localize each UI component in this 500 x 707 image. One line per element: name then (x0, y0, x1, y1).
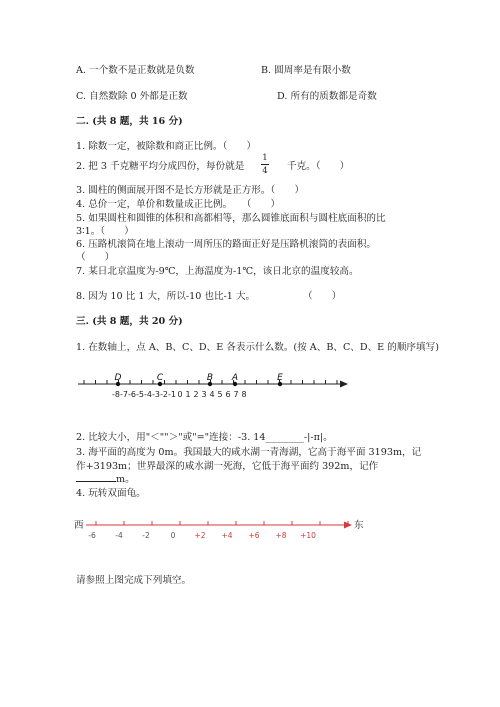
answer-blank[interactable] (76, 472, 116, 482)
number-line-1-tick-label: -5 (136, 390, 144, 399)
sec2-question-8-paren: （ ） (303, 291, 342, 302)
sec2-question-6-line2: （ ） (76, 252, 115, 263)
fraction-denominator: 4 (262, 166, 268, 176)
number-line-2-tick-label: +10 (300, 531, 316, 540)
number-line-1-point-label: A (231, 373, 239, 383)
number-line-1-tick-label: -1 (168, 390, 176, 399)
number-line-1-tick-label: -7 (120, 390, 128, 399)
number-line-1-tick-label: 3 (201, 390, 207, 399)
sec2-question-2-suffix: 千克。（ ） (287, 161, 350, 172)
number-line-1-arrow (340, 381, 348, 388)
number-line-1-tick-label: 0 (177, 390, 183, 399)
sec3-question-3-line3 (76, 471, 135, 485)
sec2-question-1: 1. 除数一定，被除数和商正比例。（ ） (76, 141, 257, 152)
east-label: 东 (354, 520, 364, 531)
number-line-1-tick-label: 7 (233, 390, 239, 399)
sec2-question-5-line2: 3∶1。（ ） (76, 226, 134, 237)
number-line-2-tick-label: +2 (194, 531, 206, 540)
section-3-title: 三. (共 8 题，共 20 分) (76, 316, 183, 327)
number-line-2-tick-label: 0 (170, 531, 176, 540)
number-line-1-tick-label: -3 (152, 390, 160, 399)
number-line-2-tick-label: -6 (88, 531, 96, 540)
number-line-1 (76, 370, 356, 408)
choice-b: B. 圆周率是有限小数 (261, 65, 351, 76)
sec2-question-8: 8. 因为 10 比 1 大，所以-10 也比-1 大。 (76, 291, 256, 302)
number-line-1-tick-label: 1 (185, 390, 191, 399)
sec3-question-3-line2: 作+3193m；世界最深的咸水湖一死海，它低于海平面约 392m，记作 (76, 461, 379, 472)
number-line-1-point-label: D (114, 373, 122, 383)
sec3-footer: 请参照上图完成下列填空。 (76, 575, 192, 586)
choice-d: D. 所有的质数都是奇数 (277, 91, 377, 102)
number-line-1-tick-label: 5 (217, 390, 223, 399)
number-line-2-tick-label: +4 (221, 531, 233, 540)
number-line-2-tick-label: +6 (248, 531, 260, 540)
sec2-question-6-line1: 6. 压路机滚筒在地上滚动一周所压的路面正好是压路机滚筒的表面积。 (76, 239, 377, 250)
sec2-question-4: 4. 总价一定，单价和数量成正比例。 （ ） (76, 199, 281, 210)
number-line-2-tick-label: -4 (115, 531, 123, 540)
number-line-1-tick-label: -6 (128, 390, 136, 399)
west-label: 西 (74, 520, 84, 531)
fraction-numerator: 1 (262, 153, 268, 163)
fraction-bar (261, 164, 269, 165)
sec2-question-7: 7. 某日北京温度为-9℃，上海温度为-1℃，该日北京的温度较高。 (76, 266, 359, 277)
sec2-question-3: 3. 圆柱的侧面展开图不是长方形就是正方形。（ ） (76, 185, 305, 196)
section-2-title: 二. (共 8 题，共 16 分) (76, 116, 183, 127)
number-line-1-tick-label: 2 (193, 390, 199, 399)
sec2-question-2-prefix: 2. 把 3 千克糖平均分成四份，每份就是 (76, 161, 245, 172)
sec3-question-3-line1: 3. 海平面的高度为 0m。我国最大的咸水湖一青海湖，它高于海平面 3193m，记 (76, 447, 422, 458)
number-line-1-point-label: E (277, 373, 283, 383)
sec3-question-4: 4. 玩转双面龟。 (76, 488, 146, 499)
sec3-question-3-unit: m。 (116, 474, 135, 485)
number-line-1-tick-label: -2 (160, 390, 168, 399)
number-line-1-point-label: B (206, 373, 214, 383)
sec2-question-5-line1: 5. 如果圆柱和圆锥的体积和高都相等，那么圆锥底面积与圆柱底面积的比 (76, 213, 386, 224)
number-line-2-tick-label: -2 (142, 531, 150, 540)
choice-a: A. 一个数不是正数就是负数 (76, 65, 195, 76)
number-line-2 (74, 516, 374, 546)
number-line-1-point-label: C (156, 373, 164, 383)
sec3-question-1: 1. 在数轴上，点 A、B、C、D、E 各表示什么数。(按 A、B、C、D、E 的顺序填写) (76, 342, 439, 353)
number-line-1-tick-label: -4 (144, 390, 152, 399)
sec3-question-2: 2. 比较大小，用"＜""＞"或"="连接：-3. 14________-|-π|。 (76, 432, 333, 443)
number-line-2-tick-label: +8 (275, 531, 287, 540)
choice-c: C. 自然数除 0 外都是正数 (76, 91, 188, 102)
number-line-1-tick-label: 4 (209, 390, 215, 399)
number-line-1-tick-label: 8 (241, 390, 247, 399)
number-line-1-tick-label: 6 (225, 390, 231, 399)
number-line-1-tick-label: -8 (112, 390, 120, 399)
